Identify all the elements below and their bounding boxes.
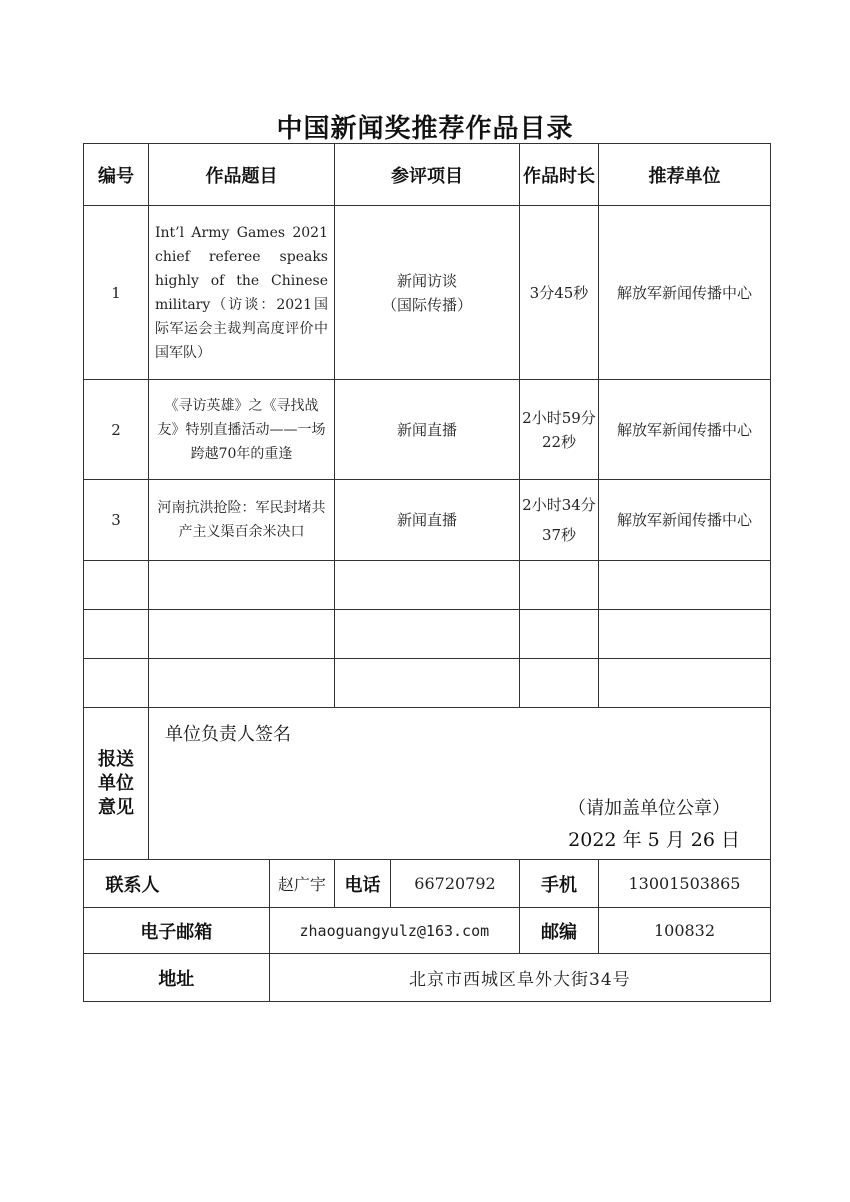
row-duration-line: 2小时34分 — [522, 496, 596, 514]
header-unit: 推荐单位 — [599, 144, 771, 206]
row-category — [335, 206, 520, 380]
row-title: Int’l Army Games 2021 chief referee speaks highly of the Chinese military（访谈：2021国际军运会主裁判高度评价中国军队） — [149, 206, 335, 380]
row-unit: 解放军新闻传播中心 — [599, 206, 771, 380]
row-duration — [520, 380, 599, 480]
table-row — [84, 380, 771, 480]
table-row — [84, 206, 771, 380]
opinion-row — [84, 708, 771, 860]
row-title: 河南抗洪抢险：军民封堵共产主义渠百余米决口 — [149, 480, 335, 561]
contact-person-label-text: 联系人 — [105, 874, 160, 896]
address-label: 地址 — [84, 954, 270, 1002]
opinion-date: 2022 年 5 月 26 日 — [568, 829, 740, 851]
row-category-line: （国际传播） — [381, 295, 472, 314]
header-work-title: 作品题目 — [149, 144, 335, 206]
header-no: 编号 — [84, 144, 149, 206]
table-row-empty — [84, 659, 771, 708]
row-title: 《寻访英雄》之《寻找战友》特别直播活动——一场跨越70年的重逢 — [149, 380, 335, 480]
table-row — [84, 480, 771, 561]
row-duration-line: 2小时59分 — [522, 408, 596, 427]
recommendation-table — [83, 143, 771, 1002]
contact-person-label — [84, 860, 270, 908]
opinion-label — [84, 708, 149, 860]
email-label: 电子邮箱 — [84, 908, 270, 954]
table-row-empty — [84, 610, 771, 659]
seal-note: （请加盖单位公章） — [568, 798, 730, 819]
email-value: zhaoguangyulz@163.com — [269, 908, 519, 954]
header-category: 参评项目 — [335, 144, 520, 206]
page-title: 中国新闻奖推荐作品目录 — [276, 114, 574, 144]
row-duration: 3分45秒 — [520, 206, 599, 380]
email-row — [84, 908, 771, 954]
opinion-area — [149, 708, 771, 860]
mobile-label: 手机 — [520, 860, 599, 908]
mobile-value: 13001503865 — [599, 860, 771, 908]
row-category-line: 新闻访谈 — [396, 271, 457, 290]
contact-row — [84, 860, 771, 908]
signature-label: 单位负责人签名 — [165, 724, 291, 745]
row-duration-line: 37秒 — [541, 526, 577, 544]
phone-label: 电话 — [335, 860, 391, 908]
row-unit: 解放军新闻传播中心 — [599, 480, 771, 561]
address-value: 北京市西城区阜外大街34号 — [269, 954, 770, 1002]
row-category: 新闻直播 — [335, 380, 520, 480]
postcode-value: 100832 — [599, 908, 771, 954]
row-duration-line: 22秒 — [541, 432, 577, 451]
row-no: 1 — [84, 206, 149, 380]
row-duration — [520, 480, 599, 561]
table-header-row — [84, 144, 771, 206]
opinion-label-text: 报送单位意见 — [98, 748, 134, 818]
row-no: 2 — [84, 380, 149, 480]
row-unit: 解放军新闻传播中心 — [599, 380, 771, 480]
phone-value: 66720792 — [391, 860, 520, 908]
header-duration: 作品时长 — [520, 144, 599, 206]
address-row — [84, 954, 771, 1002]
row-no: 3 — [84, 480, 149, 561]
contact-person-value: 赵广宇 — [269, 860, 334, 908]
row-category: 新闻直播 — [335, 480, 520, 561]
postcode-label: 邮编 — [520, 908, 599, 954]
table-row-empty — [84, 561, 771, 610]
